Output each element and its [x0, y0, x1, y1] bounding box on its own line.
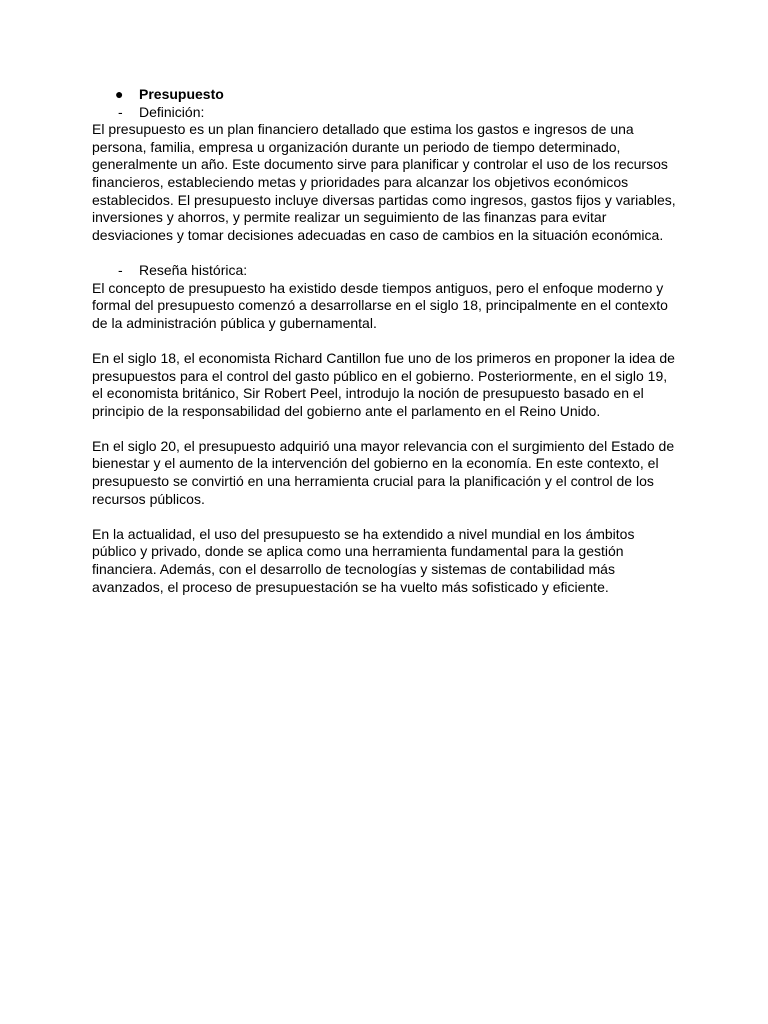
paragraph-resena-2: En el siglo 18, el economista Richard Cantillon fue uno de los primeros en proponer la idea de presupuestos para el control del gasto público en el gobierno. Posteriormente, en el siglo 19, el economista británico, Sir Robert Peel, introdujo la noción de presupuesto basado en el principio de la responsabilidad del gobierno ante el parlamento en el Reino Unido.	[92, 349, 675, 419]
heading-presupuesto	[115, 86, 678, 104]
spacer	[92, 508, 678, 526]
paragraph-resena-1: El concepto de presupuesto ha existido desde tiempos antiguos, pero el enfoque moderno y formal del presupuesto comenzó a desarrollarse en el siglo 18, principalmente en el contexto de la administración pública y gubernamental.	[92, 279, 668, 331]
bullet-icon: ●	[115, 86, 124, 102]
spacer	[92, 244, 678, 262]
spacer	[92, 420, 678, 438]
section-title-definicion	[118, 104, 678, 122]
paragraph-resena-3: En el siglo 20, el presupuesto adquirió una mayor relevancia con el surgimiento del Estado de bienestar y el aumento de la intervención del gobierno en la economía. En este contexto, el presupuesto se convirtió en una herramienta crucial para la planificación y el control de los recursos públicos.	[92, 437, 675, 507]
dash-marker: -	[118, 103, 123, 120]
paragraph-resena-4: En la actualidad, el uso del presupuesto se ha extendido a nivel mundial en los ámbitos público y privado, donde se aplica como una herramienta fundamental para la gestión financiera. Además, con el desarrollo de tecnologías y sistemas de contabilidad más avanzados, el proceso de presupuestación se ha vuelto más sofisticado y eficiente.	[92, 525, 635, 595]
section-title-text: Reseña histórica:	[139, 261, 248, 278]
paragraph-definicion: El presupuesto es un plan financiero detallado que estima los gastos e ingresos de una persona, familia, empresa u organización durante un periodo de tiempo determinado, generalmente un año. Este documento sirve para planificar y controlar el uso de los recursos financieros, estableciendo metas y prioridades para alcanzar los objetivos económicos establecidos. El presupuesto incluye diversas partidas como ingresos, gastos fijos y variables, inversiones y ahorros, y permite realizar un seguimiento de las finanzas para evitar desviaciones y tomar decisiones adecuadas en caso de cambios en la situación económica.	[92, 121, 676, 243]
dash-marker: -	[118, 261, 123, 278]
section-title-resena	[118, 262, 678, 280]
section-title-text: Definición:	[139, 103, 205, 120]
spacer	[92, 332, 678, 350]
heading-text: Presupuesto	[139, 86, 224, 102]
document-page	[92, 86, 678, 596]
